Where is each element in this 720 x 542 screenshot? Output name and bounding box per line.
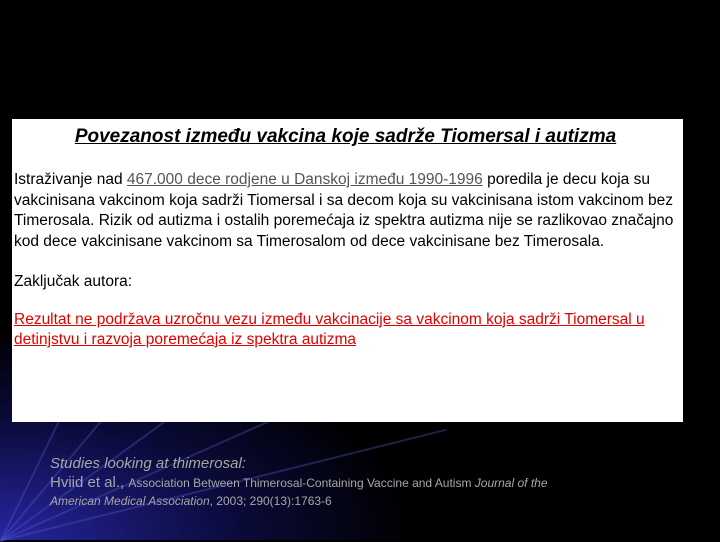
reference-authors: Hviid et al., xyxy=(50,474,129,491)
study-population-highlight: 467.000 dece rodjene u Danskoj između 1990-1996 xyxy=(126,171,483,188)
reference-journal-part2: American Medical Association xyxy=(50,494,210,508)
reference-line-continued xyxy=(50,493,690,509)
reference-citation: , 2003; 290(13):1763-6 xyxy=(209,494,332,508)
reference-article-title: Association Between Thimerosal-Containing Vaccine and Autism xyxy=(128,476,475,490)
content-panel xyxy=(12,119,683,422)
conclusion-label: Zaključak autora: xyxy=(14,273,133,290)
references xyxy=(50,455,690,509)
reference-journal-part1: Journal of the xyxy=(474,476,548,490)
study-findings-text: poredila je decu koja su vakcinisana vakcinom koja sadrži Tiomersal i sa decom koja su vakcinisana istom vakcinom bez Timerosala. Rizik od autizma i ostalih poremećaja iz spektra autizma nije se razlikovao značajno kod dece vakcinisane vakcinom sa Timerosalom od dece vakcinisane bez Timerosala. xyxy=(14,171,674,250)
study-intro-text: Istraživanje nad xyxy=(14,171,127,188)
study-description xyxy=(14,170,677,252)
reference-line xyxy=(50,473,690,493)
conclusion-text: Rezultat ne podržava uzročnu vezu između vakcinacije sa vakcinom koja sadrži Tiomersal u detinjstvu i razvoja poremećaja iz spektra autizma xyxy=(14,310,645,348)
references-heading: Studies looking at thimerosal: xyxy=(50,455,246,472)
panel-title: Povezanost između vakcina koje sadrže Tiomersal i autizma xyxy=(74,126,617,147)
